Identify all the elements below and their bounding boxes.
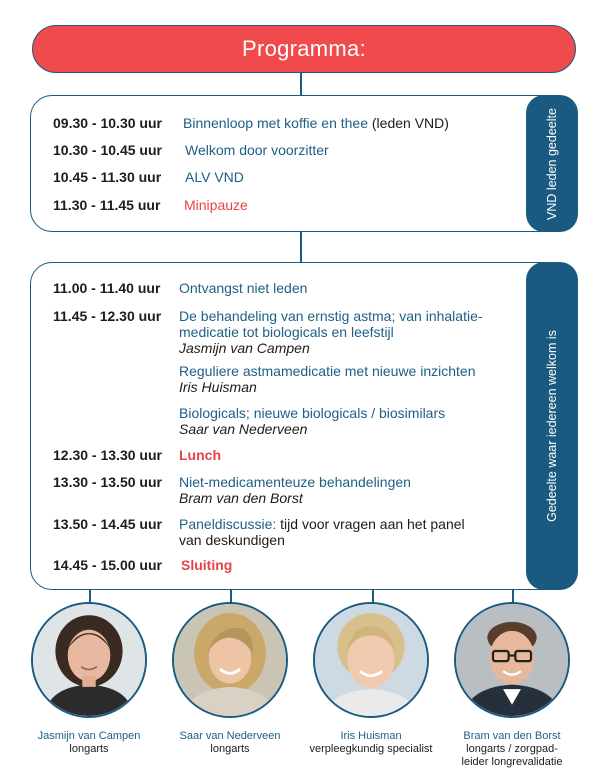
item-title: ALV VND: [185, 169, 244, 185]
speaker-caption: [296, 730, 446, 756]
speaker-role: longarts: [69, 743, 109, 755]
speaker-photo-jasmijn: [31, 602, 147, 718]
speaker-name: Iris Huisman: [340, 730, 402, 742]
item-speaker: Jasmijn van Campen: [179, 340, 310, 356]
item-speaker: Iris Huisman: [179, 379, 257, 395]
speaker-caption: [437, 730, 587, 769]
item-title: Ontvangst niet leden: [179, 280, 308, 296]
speaker-photo-iris: [313, 602, 429, 718]
item-title: De behandeling van ernstig astma; van inhalatie- medicatie tot biologicals en leefstijl Jasmijn van Campen: [179, 308, 483, 356]
item-time: 10.30 - 10.45 uur: [53, 142, 162, 158]
speaker-name: Bram van den Borst: [463, 730, 561, 742]
item-time: 13.50 - 14.45 uur: [53, 516, 162, 532]
item-title: Paneldiscussie: tijd voor vragen aan het panel van deskundigen: [179, 516, 465, 548]
speaker-role: leider longrevalidatie: [461, 756, 563, 768]
item-time: 13.30 - 13.50 uur: [53, 474, 162, 490]
item-speaker: Saar van Nederveen: [179, 421, 308, 437]
item-title: Biologicals; nieuwe biologicals / biosimilars Saar van Nederveen: [179, 405, 446, 437]
item-time: 11.45 - 12.30 uur: [53, 308, 162, 324]
speaker-name: Jasmijn van Campen: [37, 730, 141, 742]
speaker-photo-saar: [172, 602, 288, 718]
connector-line: [300, 232, 302, 263]
vnd-side-label: VND leden gedeelte: [545, 107, 559, 220]
item-title: Minipauze: [184, 197, 248, 213]
item-time: 10.45 - 11.30 uur: [53, 169, 162, 185]
item-title: Niet-medicamenteuze behandelingen Bram van den Borst: [179, 474, 411, 506]
speaker-caption: [14, 730, 164, 756]
item-time: 14.45 - 15.00 uur: [53, 557, 162, 573]
public-side-tab: [526, 262, 578, 590]
item-title: Lunch: [179, 447, 221, 463]
item-title: Reguliere astmamedicatie met nieuwe inzichten Iris Huisman: [179, 363, 476, 395]
item-time: 12.30 - 13.30 uur: [53, 447, 162, 463]
item-title: Binnenloop met koffie en thee (leden VND): [183, 115, 449, 131]
item-time: 11.30 - 11.45 uur: [53, 197, 161, 213]
speaker-name: Saar van Nederveen: [179, 730, 281, 742]
connector-line: [300, 73, 302, 96]
item-time: 11.00 - 11.40 uur: [53, 280, 161, 296]
speaker-role: verpleegkundig specialist: [309, 743, 433, 755]
item-title: Welkom door voorzitter: [185, 142, 329, 158]
item-title: Sluiting: [181, 557, 233, 573]
public-side-label: Gedeelte waar iedereen welkom is: [545, 330, 559, 522]
speaker-caption: [155, 730, 305, 756]
item-time: 09.30 - 10.30 uur: [53, 115, 162, 131]
speaker-photo-bram: [454, 602, 570, 718]
vnd-side-tab: [526, 95, 578, 232]
speaker-role: longarts / zorgpad-: [466, 743, 558, 755]
speaker-role: longarts: [210, 743, 250, 755]
item-speaker: Bram van den Borst: [179, 490, 303, 506]
program-title: Programma:: [32, 25, 576, 73]
